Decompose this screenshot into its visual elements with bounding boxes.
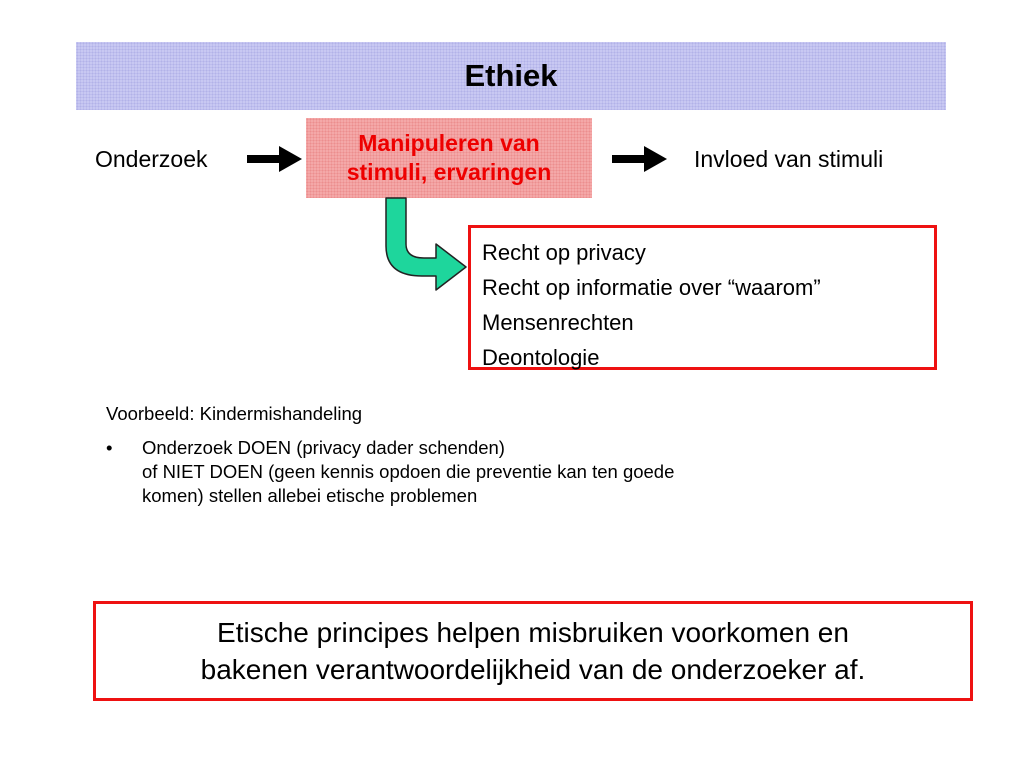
conclusion-box xyxy=(93,601,973,701)
rights-box xyxy=(468,225,937,370)
rights-item: Recht op privacy xyxy=(482,240,646,265)
flow-right-label: Invloed van stimuli xyxy=(694,146,884,172)
bullet-line: of NIET DOEN (geen kennis opdoen die preventie kan ten goede xyxy=(142,461,675,482)
example-section xyxy=(106,402,926,508)
right-arrow-icon xyxy=(612,143,670,175)
manipulation-label: Manipuleren van stimuli, ervaringen xyxy=(346,130,552,185)
slide-title: Ethiek xyxy=(464,58,558,93)
example-title: Voorbeeld: Kindermishandeling xyxy=(106,403,363,424)
flow-left-label: Onderzoek xyxy=(95,146,208,172)
bullet-text xyxy=(142,436,926,508)
example-bullet xyxy=(106,436,926,508)
bullet-marker: • xyxy=(106,437,113,458)
rights-item: Mensenrechten xyxy=(482,310,634,335)
conclusion-line: Etische principes helpen misbruiken voorkomen en xyxy=(217,617,849,648)
rights-item: Deontologie xyxy=(482,345,600,370)
rights-item: Recht op informatie over “waarom” xyxy=(482,275,821,300)
curved-down-right-arrow-icon xyxy=(380,194,472,294)
bullet-line: Onderzoek DOEN (privacy dader schenden) xyxy=(142,437,505,458)
conclusion-line: bakenen verantwoordelijkheid van de onderzoeker af. xyxy=(200,654,866,685)
title-bar xyxy=(76,42,946,110)
manipulation-box xyxy=(306,118,592,198)
right-arrow-icon xyxy=(247,143,305,175)
bullet-line: komen) stellen allebei etische problemen xyxy=(142,485,478,506)
